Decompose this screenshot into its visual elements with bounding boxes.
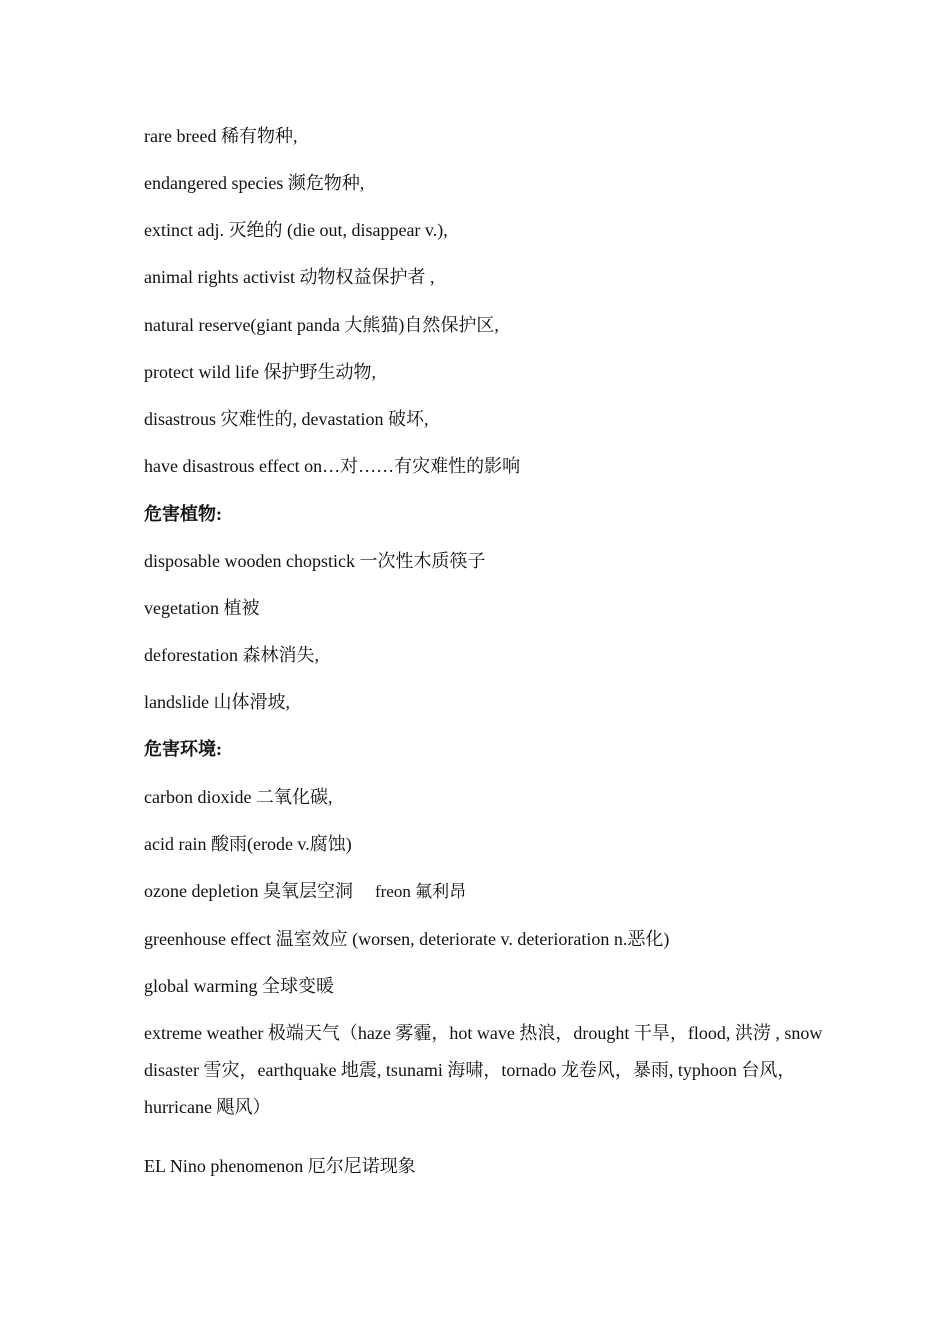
vocab-line-disastrous: disastrous 灾难性的, devastation 破坏, [144, 409, 429, 429]
vocab-paragraph-extreme-weather: extreme weather 极端天气（haze 雾霾，hot wave 热浪，drought 干旱，flood, 洪涝 , snow disaster 雪灾，earthquake 地震, tsunami 海啸，tornado 龙卷风，暴雨, typhoon 台风，hurricane 飓风） [144, 1023, 823, 1117]
vocab-line-disastrous-effect: have disastrous effect on…对……有灾难性的影响 [144, 456, 521, 476]
vocab-line-chopstick: disposable wooden chopstick 一次性木质筷子 [144, 551, 486, 571]
vocab-line-el-nino: EL Nino phenomenon 厄尔尼诺现象 [144, 1156, 416, 1176]
vocab-line-carbon-dioxide: carbon dioxide 二氧化碳, [144, 787, 333, 807]
vocab-line-rare-breed: rare breed 稀有物种, [144, 126, 298, 146]
vocab-line-extinct: extinct adj. 灭绝的 (die out, disappear v.), [144, 220, 448, 240]
vocab-line-greenhouse: greenhouse effect 温室效应 (worsen, deteriorate v. deterioration n.恶化) [144, 929, 670, 949]
vocab-line-acid-rain: acid rain 酸雨(erode v.腐蚀) [144, 834, 352, 854]
vocab-line-vegetation: vegetation 植被 [144, 598, 260, 618]
vocab-line-natural-reserve: natural reserve(giant panda 大熊猫)自然保护区, [144, 315, 499, 335]
vocab-line-ozone [144, 879, 824, 904]
vocab-line-animal-rights: animal rights activist 动物权益保护者 , [144, 267, 435, 287]
vocab-freon: freon 氟利昂 [374, 882, 467, 901]
vocab-ozone-depletion: ozone depletion 臭氧层空洞 [144, 881, 353, 901]
vocab-line-landslide: landslide 山体滑坡, [144, 692, 290, 712]
vocab-line-endangered-species: endangered species 濒危物种, [144, 173, 365, 193]
vocab-line-deforestation: deforestation 森林消失, [144, 645, 319, 665]
vocab-line-protect-wildlife: protect wild life 保护野生动物, [144, 362, 376, 382]
section-heading-plants: 危害植物: [144, 504, 222, 524]
section-heading-environment: 危害环境: [144, 739, 222, 759]
vocab-line-global-warming: global warming 全球变暖 [144, 976, 334, 996]
